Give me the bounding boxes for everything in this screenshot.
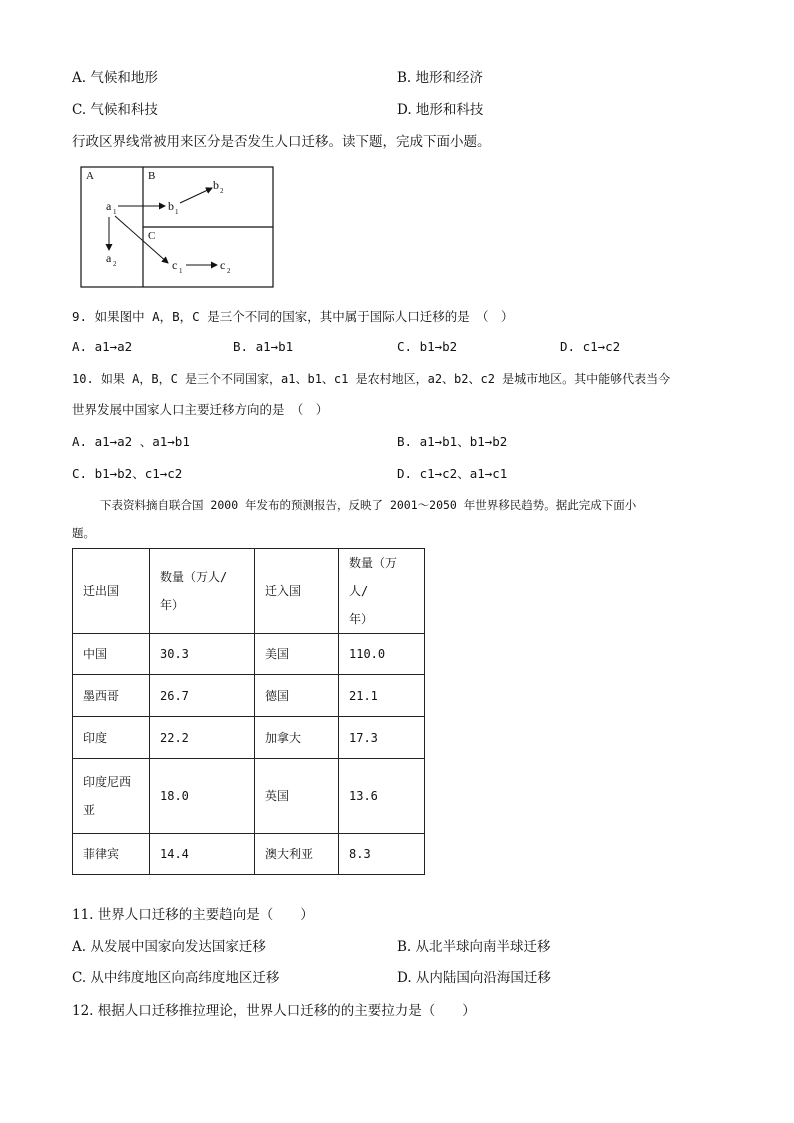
cell-out-country-line2: 亚 [83, 803, 96, 817]
cell-out-count: 14.4 [150, 834, 255, 875]
node-c2 [220, 258, 231, 275]
q9-option-d: D. c1→c2 [560, 339, 621, 354]
svg-text:2: 2 [220, 187, 224, 195]
node-a1 [106, 199, 117, 216]
header-out-count-line1: 数量（万人/ [160, 570, 228, 584]
cell-in-count: 110.0 [339, 634, 425, 675]
q10-option-c: C. b1→b2、c1→c2 [72, 466, 183, 481]
migration-table [72, 548, 425, 875]
svg-text:c: c [172, 258, 178, 272]
q10-stem-line1: 10. 如果 A，B，C 是三个不同国家，a1、b1、c1 是农村地区，a2、b2、c2 是城市地区。其中能够代表当今 [72, 372, 671, 386]
table-row [73, 717, 425, 759]
node-b2 [213, 178, 224, 195]
q11-option-a: A. 从发展中国家向发达国家迁移 [72, 939, 266, 955]
cell-in-country: 美国 [255, 634, 339, 675]
arrow-b1-b2 [180, 188, 212, 203]
svg-text:1: 1 [175, 208, 179, 216]
option-b: B. 地形和经济 [397, 70, 484, 86]
cell-out-country: 墨西哥 [73, 675, 150, 717]
header-in-count-line2: 年） [349, 612, 374, 626]
cell-in-country: 英国 [255, 759, 339, 834]
diagram-intro: 行政区界线常被用来区分是否发生人口迁移。读下题，完成下面小题。 [72, 134, 491, 150]
q12-stem: 12. 根据人口迁移推拉理论，世界人口迁移的的主要拉力是（ ） [72, 1003, 476, 1019]
table-row [73, 675, 425, 717]
svg-text:b: b [168, 199, 174, 213]
arrow-a1-c1 [115, 216, 168, 263]
q10-option-a: A. a1→a2 、a1→b1 [72, 434, 190, 449]
q9-option-b: B. a1→b1 [233, 339, 294, 354]
cell-in-country: 德国 [255, 675, 339, 717]
cell-in-country: 澳大利亚 [255, 834, 339, 875]
q11-option-b: B. 从北半球向南半球迁移 [397, 939, 551, 955]
q9-option-a: A. a1→a2 [72, 339, 133, 354]
cell-out-count: 26.7 [150, 675, 255, 717]
header-in-country: 迁入国 [255, 549, 339, 634]
svg-text:2: 2 [113, 260, 117, 268]
svg-text:1: 1 [179, 267, 183, 275]
svg-text:2: 2 [227, 267, 231, 275]
option-a: A. 气候和地形 [72, 70, 158, 86]
svg-text:1: 1 [113, 208, 117, 216]
svg-text:a: a [106, 199, 112, 213]
table-row [73, 834, 425, 875]
table-header-row [73, 549, 425, 634]
cell-out-country: 菲律宾 [73, 834, 150, 875]
option-c: C. 气候和科技 [72, 102, 158, 118]
cell-out-country: 中国 [73, 634, 150, 675]
q10-option-b: B. a1→b1、b1→b2 [397, 434, 508, 449]
cell-in-count: 17.3 [339, 717, 425, 759]
node-a2 [106, 251, 117, 268]
svg-text:c: c [220, 258, 226, 272]
svg-text:a: a [106, 251, 112, 265]
label-region-a: A [86, 170, 94, 182]
q9-option-c: C. b1→b2 [397, 339, 458, 354]
table-row [73, 634, 425, 675]
q11-option-d: D. 从内陆国向沿海国迁移 [397, 970, 551, 986]
header-in-count [339, 549, 425, 634]
cell-in-country: 加拿大 [255, 717, 339, 759]
label-region-c: C [148, 230, 156, 242]
node-b1 [168, 199, 179, 216]
table-intro-line1: 下表资料摘自联合国 2000 年发布的预测报告，反映了 2001～2050 年世界移民趋势。据此完成下面小 [100, 498, 637, 512]
header-in-count-line1: 数量（万人/ [349, 556, 398, 598]
cell-out-country: 印度 [73, 717, 150, 759]
header-out-count [150, 549, 255, 634]
header-out-count-line2: 年） [160, 598, 185, 612]
cell-in-count: 8.3 [339, 834, 425, 875]
cell-out-count: 18.0 [150, 759, 255, 834]
option-d: D. 地形和科技 [397, 102, 484, 118]
q10-option-d: D. c1→c2、a1→c1 [397, 466, 508, 481]
q10-stem-line2: 世界发展中国家人口主要迁移方向的是 （ ） [72, 402, 329, 417]
table-row [73, 759, 425, 834]
q9-stem: 9. 如果图中 A，B，C 是三个不同的国家，其中属于国际人口迁移的是 （ ） [72, 309, 514, 324]
cell-in-count: 13.6 [339, 759, 425, 834]
cell-out-country [73, 759, 150, 834]
cell-out-count: 30.3 [150, 634, 255, 675]
cell-out-country-line1: 印度尼西 [83, 775, 132, 789]
cell-out-count: 22.2 [150, 717, 255, 759]
label-region-b: B [148, 170, 156, 182]
node-c1 [172, 258, 183, 275]
header-out-country: 迁出国 [73, 549, 150, 634]
svg-text:b: b [213, 178, 219, 192]
migration-diagram [80, 165, 276, 289]
q11-stem: 11. 世界人口迁移的主要趋向是（ ） [72, 907, 314, 923]
q11-option-c: C. 从中纬度地区向高纬度地区迁移 [72, 970, 280, 986]
table-intro-line2: 题。 [72, 526, 95, 540]
cell-in-count: 21.1 [339, 675, 425, 717]
